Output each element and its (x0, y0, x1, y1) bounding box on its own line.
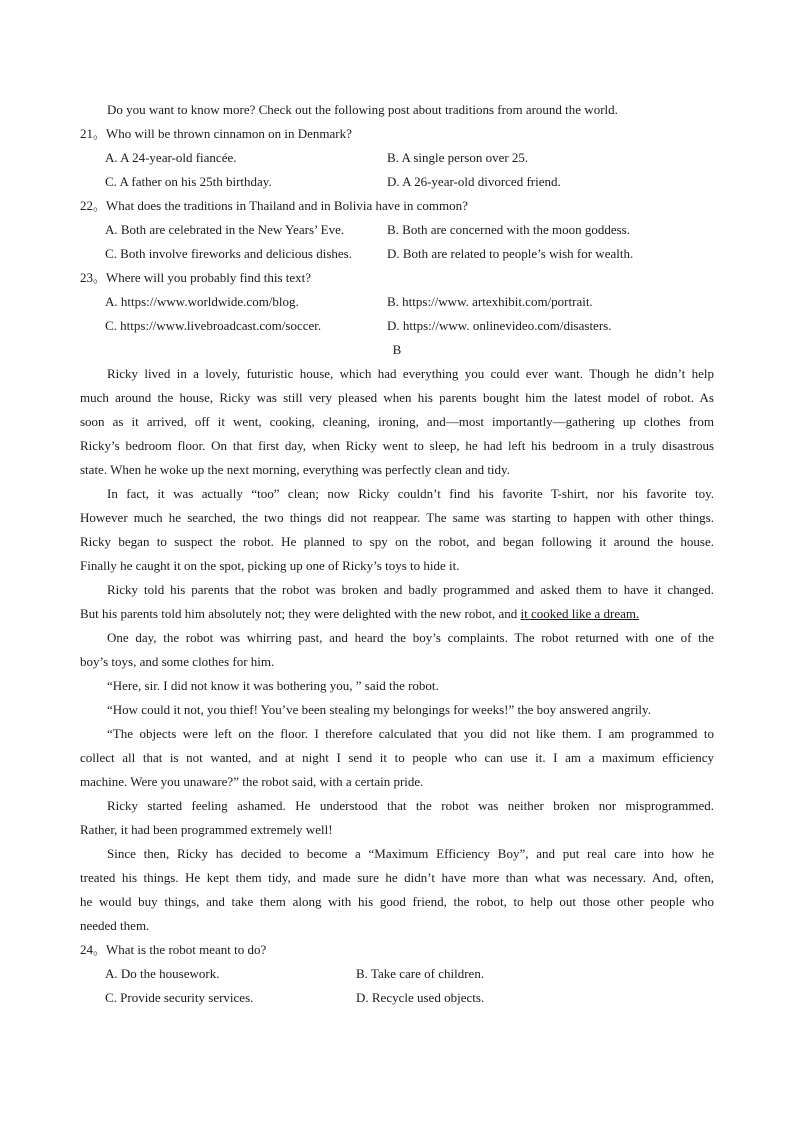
passage-line: “How could it not, you thief! You’ve been stealing my belongings for weeks!” the boy answered angrily. (107, 702, 651, 717)
question-22 (80, 194, 714, 218)
question-stem: Who will be thrown cinnamon on in Denmark? (106, 126, 352, 141)
passage-line: soon as it arrived, off it went, cooking, cleaning, ironing, and—most importantly—gathering up clothes from (80, 414, 714, 429)
passage-line: Ricky lived in a lovely, futuristic house, which had everything you could ever want. Though he didn’t help (107, 366, 714, 381)
passage-line: much around the house, Ricky was still very pleased when his parents bought him the latest model of robot. As (80, 390, 714, 405)
reading-passage (80, 362, 714, 938)
document-page (80, 98, 714, 1010)
passage-line: state. When he woke up the next morning, everything was perfectly clean and tidy. (80, 462, 510, 477)
options-row (80, 170, 714, 194)
passage-line: Finally he caught it on the spot, picking up one of Ricky’s toys to hide it. (80, 558, 460, 573)
option-a: A. https://www.worldwide.com/blog. (105, 294, 299, 309)
passage-line: Rather, it had been programmed extremely well! (80, 822, 333, 837)
passage-line: Since then, Ricky has decided to become a “Maximum Efficiency Boy”, and put real care into how he (107, 846, 714, 861)
option-c: C. Both involve fireworks and delicious dishes. (105, 246, 352, 261)
passage-line: needed them. (80, 918, 150, 933)
option-b: B. A single person over 25. (387, 150, 529, 165)
option-c: C. A father on his 25th birthday. (105, 174, 272, 189)
options-row (80, 962, 714, 986)
question-stem: What is the robot meant to do? (106, 942, 267, 957)
option-d: D. https://www. onlinevideo.com/disasters. (387, 318, 612, 333)
options-row (80, 986, 714, 1010)
intro-text: Do you want to know more? Check out the following post about traditions from around the world. (107, 102, 618, 117)
options-row (80, 218, 714, 242)
passage-text: But his parents told him absolutely not; they were delighted with the new robot, and (80, 606, 521, 621)
option-a: A. Both are celebrated in the New Years’ Eve. (105, 222, 345, 237)
question-number: 23。 (80, 270, 107, 285)
passage-line: In fact, it was actually “too” clean; now Ricky couldn’t find his favorite T-shirt, nor his favorite toy. (107, 486, 714, 501)
passage-line: Ricky told his parents that the robot was broken and badly programmed and asked them to have it changed. (107, 582, 714, 597)
question-24 (80, 938, 714, 962)
question-number: 24。 (80, 942, 107, 957)
option-c: C. Provide security services. (105, 990, 254, 1005)
options-row (80, 314, 714, 338)
passage-line: treated his things. He kept them tidy, and made sure he didn’t have more than what was necessary. And, often, (80, 870, 714, 885)
passage-line: collect all that is not wanted, and at night I send it to people who can use it. I am a maximum efficiency (80, 750, 714, 765)
passage-line: machine. Were you unaware?” the robot said, with a certain pride. (80, 774, 424, 789)
option-b: B. https://www. artexhibit.com/portrait. (387, 294, 593, 309)
passage-line: Ricky began to suspect the robot. He planned to spy on the robot, and began following it around the house. (80, 534, 714, 549)
passage-line: “Here, sir. I did not know it was bothering you, ” said the robot. (107, 678, 439, 693)
option-c: C. https://www.livebroadcast.com/soccer. (105, 318, 322, 333)
question-21 (80, 122, 714, 146)
question-number: 22。 (80, 198, 107, 213)
option-d: D. Both are related to people’s wish for wealth. (387, 246, 634, 261)
option-a: A. A 24-year-old fiancée. (105, 150, 237, 165)
question-stem: What does the traditions in Thailand and in Bolivia have in common? (106, 198, 468, 213)
passage-line: boy’s toys, and some clothes for him. (80, 654, 275, 669)
passage-line: However much he searched, the two things did not reappear. The same was starting to happen with other things. (80, 510, 714, 525)
option-b: B. Both are concerned with the moon goddess. (387, 222, 630, 237)
option-b: B. Take care of children. (356, 966, 485, 981)
passage-line: “The objects were left on the floor. I therefore calculated that you did not like them. I am programmed to (107, 726, 714, 741)
options-row (80, 290, 714, 314)
option-d: D. A 26-year-old divorced friend. (387, 174, 561, 189)
option-d: D. Recycle used objects. (356, 990, 485, 1005)
question-23 (80, 266, 714, 290)
passage-line: One day, the robot was whirring past, and heard the boy’s complaints. The robot returned with one of the (107, 630, 714, 645)
question-stem: Where will you probably find this text? (106, 270, 312, 285)
section-heading: B (392, 342, 402, 357)
passage-line: he would buy things, and take them along with his good friend, the robot, to help out those other people who (80, 894, 714, 909)
passage-line: Ricky’s bedroom floor. On that first day, when Ricky went to sleep, he had left his bedroom in a truly disastrous (80, 438, 714, 453)
options-row (80, 242, 714, 266)
question-number: 21。 (80, 126, 107, 141)
options-row (80, 146, 714, 170)
underlined-phrase: it cooked like a dream. (520, 606, 640, 621)
option-a: A. Do the housework. (105, 966, 220, 981)
passage-line (80, 602, 714, 626)
passage-line: Ricky started feeling ashamed. He understood that the robot was neither broken nor misprogrammed. (107, 798, 714, 813)
